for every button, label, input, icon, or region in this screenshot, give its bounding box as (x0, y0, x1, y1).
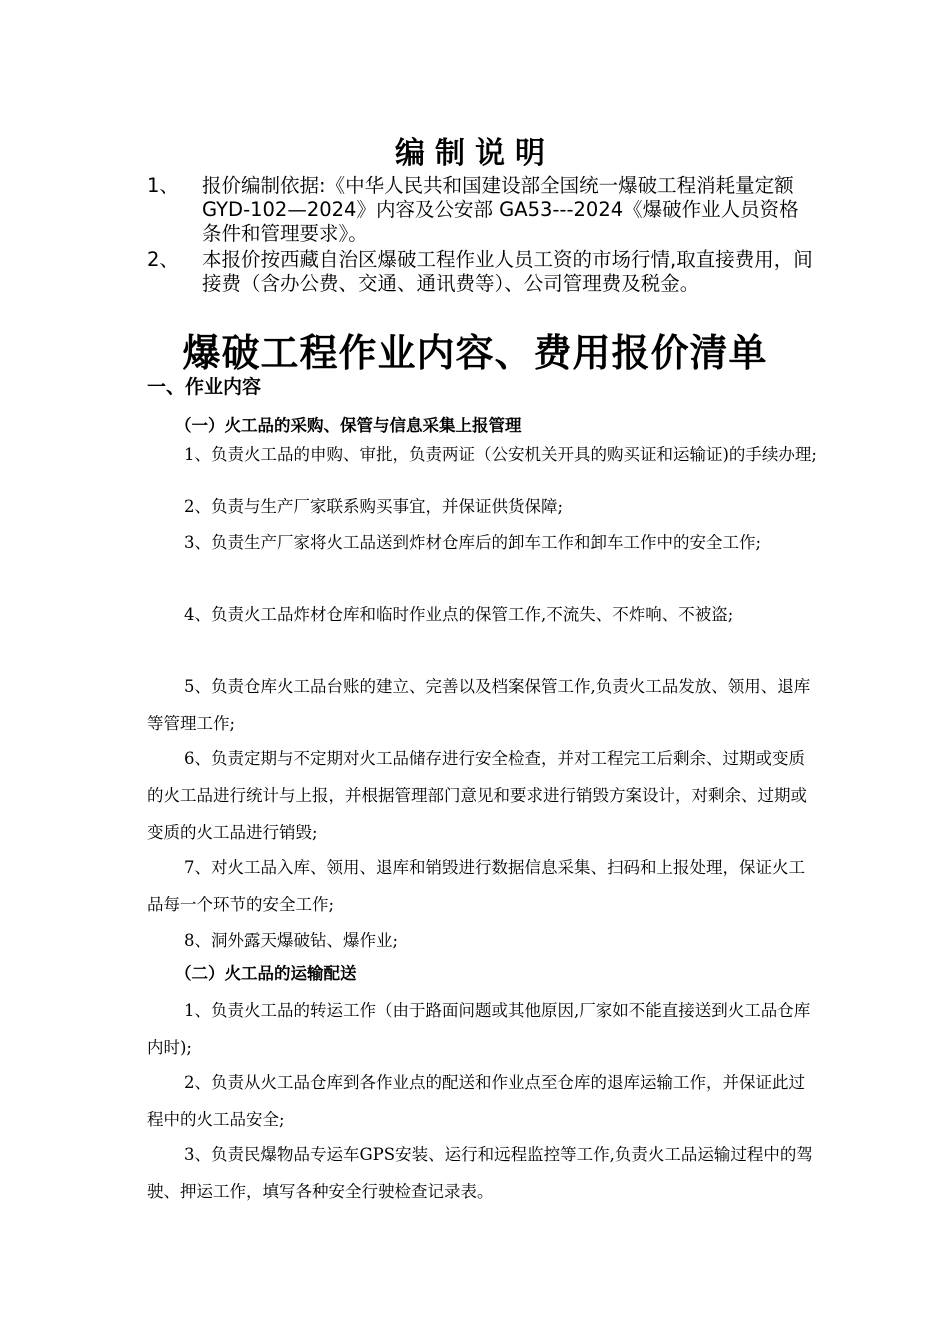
subsection-1-heading: （一）火工品的采购、保管与信息采集上报管理 (175, 416, 522, 435)
note-item-1-text: 报价编制依据:《中华人民共和国建设部全国统一爆破工程消耗量定额 GYD-102—2024》内容及公安部 GA53---2024《爆破作业人员资格条件和管理要求》。 (202, 174, 799, 245)
task-item: 5、负责仓库火工品台账的建立、完善以及档案保管工作,负责火工品发放、领用、退库等管理工作; (147, 677, 811, 733)
note-item-2-text: 本报价按西藏自治区爆破工程作业人员工资的市场行情,取直接费用，间接费（含办公费、交通、通讯费等）、公司管理费及税金。 (202, 248, 813, 295)
note-item-1 (147, 174, 817, 246)
task-item: 8、洞外露天爆破钻、爆作业; (184, 931, 399, 950)
task-item: 7、对火工品入库、领用、退库和销毁进行数据信息采集、扫码和上报处理，保证火工品每一个环节的安全工作; (147, 858, 805, 914)
task-item: 6、负责定期与不定期对火工品储存进行安全检查，并对工程完工后剩余、过期或变质的火工品进行统计与上报，并根据管理部门意见和要求进行销毁方案设计，对剩余、过期或变质的火工品进行销毁; (147, 749, 807, 842)
task-item: 2、负责从火工品仓库到各作业点的配送和作业点至仓库的退库运输工作，并保证此过程中的火工品安全; (147, 1073, 805, 1129)
note-item-2-number: 2、 (147, 248, 179, 271)
task-item: 1、负责火工品的转运工作（由于路面问题或其他原因,厂家如不能直接送到火工品仓库内时); (147, 1001, 811, 1057)
task-item: 1、负责火工品的申购、审批，负责两证（公安机关开具的购买证和运输证)的手续办理; (184, 445, 817, 464)
task-item: 3、负责民爆物品专运车GPS安装、运行和远程监控等工作,负责火工品运输过程中的驾驶、押运工作，填写各种安全行驶检查记录表。 (147, 1145, 813, 1201)
note-item-1-number: 1、 (147, 174, 179, 197)
subsection-2-heading: （二）火工品的运输配送 (175, 964, 357, 983)
task-item: 4、负责火工品炸材仓库和临时作业点的保管工作,不流失、不炸响、不被盗; (184, 605, 734, 624)
quote-list-title: 爆破工程作业内容、费用报价清单 (182, 331, 768, 375)
work-content-heading: 一、作业内容 (147, 376, 262, 398)
task-item: 3、负责生产厂家将火工品送到炸材仓库后的卸车工作和卸车工作中的安全工作; (184, 533, 762, 552)
task-item: 2、负责与生产厂家联系购买事宜，并保证供货保障; (184, 497, 564, 516)
note-item-2 (147, 248, 817, 296)
compilation-notes-title: 编制说明 (395, 136, 555, 171)
